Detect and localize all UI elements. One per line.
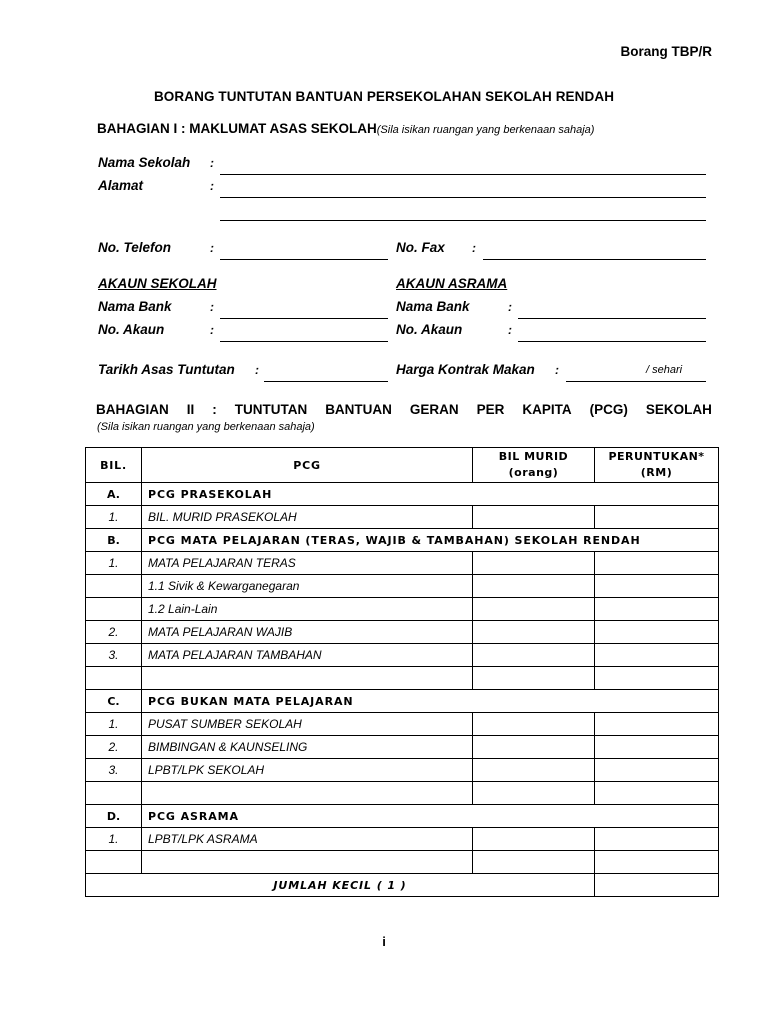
section2-heading-word: II <box>186 402 195 417</box>
blank-cell[interactable] <box>142 851 473 874</box>
section-row-a <box>86 483 719 506</box>
section-title: PCG PRASEKOLAH <box>142 483 719 506</box>
section-letter: A. <box>86 483 142 506</box>
section-title: PCG BUKAN MATA PELAJARAN <box>142 690 719 713</box>
peruntukan-cell[interactable] <box>595 621 719 644</box>
colon: : <box>210 323 214 337</box>
row-label: PUSAT SUMBER SEKOLAH <box>142 713 473 736</box>
form-code: Borang TBP/R <box>620 44 712 59</box>
row-number: 1. <box>86 713 142 736</box>
peruntukan-cell[interactable] <box>595 828 719 851</box>
colon: : <box>210 300 214 314</box>
peruntukan-cell[interactable] <box>595 644 719 667</box>
section1-note: (Sila isikan ruangan yang berkenaan sahaja) <box>376 124 595 136</box>
table-row <box>86 736 719 759</box>
colon: : <box>210 179 214 193</box>
peruntukan-cell[interactable] <box>595 667 719 690</box>
section-letter: C. <box>86 690 142 713</box>
peruntukan-cell[interactable] <box>595 713 719 736</box>
bil-murid-cell[interactable] <box>473 713 595 736</box>
claim-date-field[interactable] <box>264 381 388 382</box>
table-row <box>86 621 719 644</box>
school-name-field[interactable] <box>220 174 706 175</box>
table-row <box>86 759 719 782</box>
fax-field[interactable] <box>483 259 706 260</box>
table-row-blank <box>86 667 719 690</box>
peruntukan-cell[interactable] <box>595 575 719 598</box>
per-day-label: / sehari <box>646 364 683 376</box>
address-label: Alamat <box>98 178 144 193</box>
bil-murid-cell[interactable] <box>473 506 595 529</box>
school-name-label: Nama Sekolah <box>98 155 191 170</box>
pcg-table <box>85 447 719 897</box>
hostel-account-no-field[interactable] <box>518 341 706 342</box>
row-label: MATA PELAJARAN TERAS <box>142 552 473 575</box>
section2-heading-word: KAPITA <box>522 402 572 417</box>
table-row-blank <box>86 782 719 805</box>
bil-murid-cell[interactable] <box>473 667 595 690</box>
header-bil: BIL. <box>86 448 142 483</box>
school-account-heading: AKAUN SEKOLAH <box>98 276 217 291</box>
address-field-line1[interactable] <box>220 197 706 198</box>
row-number-empty <box>86 575 142 598</box>
section2-heading-word: PER <box>476 402 505 417</box>
row-number: 3. <box>86 644 142 667</box>
phone-field[interactable] <box>220 259 388 260</box>
peruntukan-cell[interactable] <box>595 736 719 759</box>
peruntukan-cell[interactable] <box>595 759 719 782</box>
phone-label: No. Telefon <box>98 240 171 255</box>
hostel-account-no-label: No. Akaun <box>396 322 463 337</box>
section2-heading-word: BANTUAN <box>325 402 392 417</box>
blank-cell[interactable] <box>142 782 473 805</box>
section2-heading-word: SEKOLAH <box>645 402 712 417</box>
page-number: i <box>382 934 386 949</box>
colon: : <box>508 323 512 337</box>
header-peruntukan <box>595 448 719 483</box>
section-row-b <box>86 529 719 552</box>
header-bil-murid-line1: BIL MURID <box>498 450 569 463</box>
colon: : <box>210 156 214 170</box>
header-bil-murid-line2: (orang) <box>508 466 559 479</box>
row-number-empty <box>86 598 142 621</box>
meal-price-label: Harga Kontrak Makan <box>396 362 535 377</box>
table-row <box>86 552 719 575</box>
section2-heading-word: BAHAGIAN <box>96 402 169 417</box>
colon: : <box>255 363 259 377</box>
section-row-d <box>86 805 719 828</box>
school-account-no-field[interactable] <box>220 341 388 342</box>
row-number: 3. <box>86 759 142 782</box>
peruntukan-cell[interactable] <box>595 782 719 805</box>
bil-murid-cell[interactable] <box>473 644 595 667</box>
colon: : <box>472 241 476 255</box>
table-row-blank <box>86 851 719 874</box>
fax-label: No. Fax <box>396 240 445 255</box>
section1-heading <box>97 121 594 136</box>
row-label: LPBT/LPK SEKOLAH <box>142 759 473 782</box>
section2-heading-word: : <box>212 402 217 417</box>
colon: : <box>210 241 214 255</box>
bil-murid-cell[interactable] <box>473 552 595 575</box>
section2-note: (Sila isikan ruangan yang berkenaan sahaja) <box>97 421 315 433</box>
bil-murid-cell[interactable] <box>473 575 595 598</box>
row-number: 1. <box>86 506 142 529</box>
bil-murid-cell[interactable] <box>473 759 595 782</box>
row-label: MATA PELAJARAN WAJIB <box>142 621 473 644</box>
row-label: 1.1 Sivik & Kewarganegaran <box>142 575 473 598</box>
hostel-account-heading: AKAUN ASRAMA <box>396 276 508 291</box>
section-letter: B. <box>86 529 142 552</box>
section2-heading-word: (PCG) <box>589 402 628 417</box>
section-letter: D. <box>86 805 142 828</box>
school-bank-name-label: Nama Bank <box>98 299 172 314</box>
section2-heading-word: GERAN <box>409 402 459 417</box>
total-row <box>86 874 719 897</box>
bil-murid-cell[interactable] <box>473 851 595 874</box>
blank-cell[interactable] <box>142 667 473 690</box>
address-field-line2[interactable] <box>220 220 706 221</box>
section1-title: BAHAGIAN I : MAKLUMAT ASAS SEKOLAH <box>97 121 377 136</box>
bil-murid-cell[interactable] <box>473 598 595 621</box>
row-label: BIMBINGAN & KAUNSELING <box>142 736 473 759</box>
section2-heading-word: TUNTUTAN <box>234 402 308 417</box>
total-peruntukan-cell[interactable] <box>595 874 719 897</box>
table-header-row <box>86 448 719 483</box>
bil-murid-cell[interactable] <box>473 621 595 644</box>
table-row <box>86 828 719 851</box>
table-row <box>86 575 719 598</box>
total-label: JUMLAH KECIL ( 1 ) <box>86 874 595 897</box>
school-bank-name-field[interactable] <box>220 318 388 319</box>
header-peruntukan-line1: PERUNTUKAN* <box>608 450 705 463</box>
colon: : <box>508 300 512 314</box>
blank-cell <box>86 851 142 874</box>
meal-price-field[interactable] <box>566 381 706 382</box>
header-pcg: PCG <box>142 448 473 483</box>
row-label: MATA PELAJARAN TAMBAHAN <box>142 644 473 667</box>
row-label: LPBT/LPK ASRAMA <box>142 828 473 851</box>
table-row <box>86 598 719 621</box>
table-row <box>86 506 719 529</box>
header-peruntukan-line2: (RM) <box>640 466 673 479</box>
colon: : <box>555 363 559 377</box>
peruntukan-cell[interactable] <box>595 506 719 529</box>
section-title: PCG MATA PELAJARAN (TERAS, WAJIB & TAMBAHAN) SEKOLAH RENDAH <box>142 529 719 552</box>
bil-murid-cell[interactable] <box>473 736 595 759</box>
section-title: PCG ASRAMA <box>142 805 719 828</box>
row-number: 2. <box>86 621 142 644</box>
row-label: BIL. MURID PRASEKOLAH <box>142 506 473 529</box>
blank-cell <box>86 782 142 805</box>
header-bil-murid <box>473 448 595 483</box>
peruntukan-cell[interactable] <box>595 598 719 621</box>
blank-cell <box>86 667 142 690</box>
section-row-c <box>86 690 719 713</box>
table-row <box>86 713 719 736</box>
peruntukan-cell[interactable] <box>595 851 719 874</box>
school-account-no-label: No. Akaun <box>98 322 165 337</box>
hostel-bank-name-label: Nama Bank <box>396 299 470 314</box>
claim-date-label: Tarikh Asas Tuntutan <box>98 362 235 377</box>
table-row <box>86 644 719 667</box>
hostel-bank-name-field[interactable] <box>518 318 706 319</box>
page-title: BORANG TUNTUTAN BANTUAN PERSEKOLAHAN SEKOLAH RENDAH <box>153 89 615 104</box>
row-number: 1. <box>86 828 142 851</box>
row-label: 1.2 Lain-Lain <box>142 598 473 621</box>
row-number: 2. <box>86 736 142 759</box>
peruntukan-cell[interactable] <box>595 552 719 575</box>
row-number: 1. <box>86 552 142 575</box>
bil-murid-cell[interactable] <box>473 828 595 851</box>
section2-heading <box>96 402 712 417</box>
bil-murid-cell[interactable] <box>473 782 595 805</box>
